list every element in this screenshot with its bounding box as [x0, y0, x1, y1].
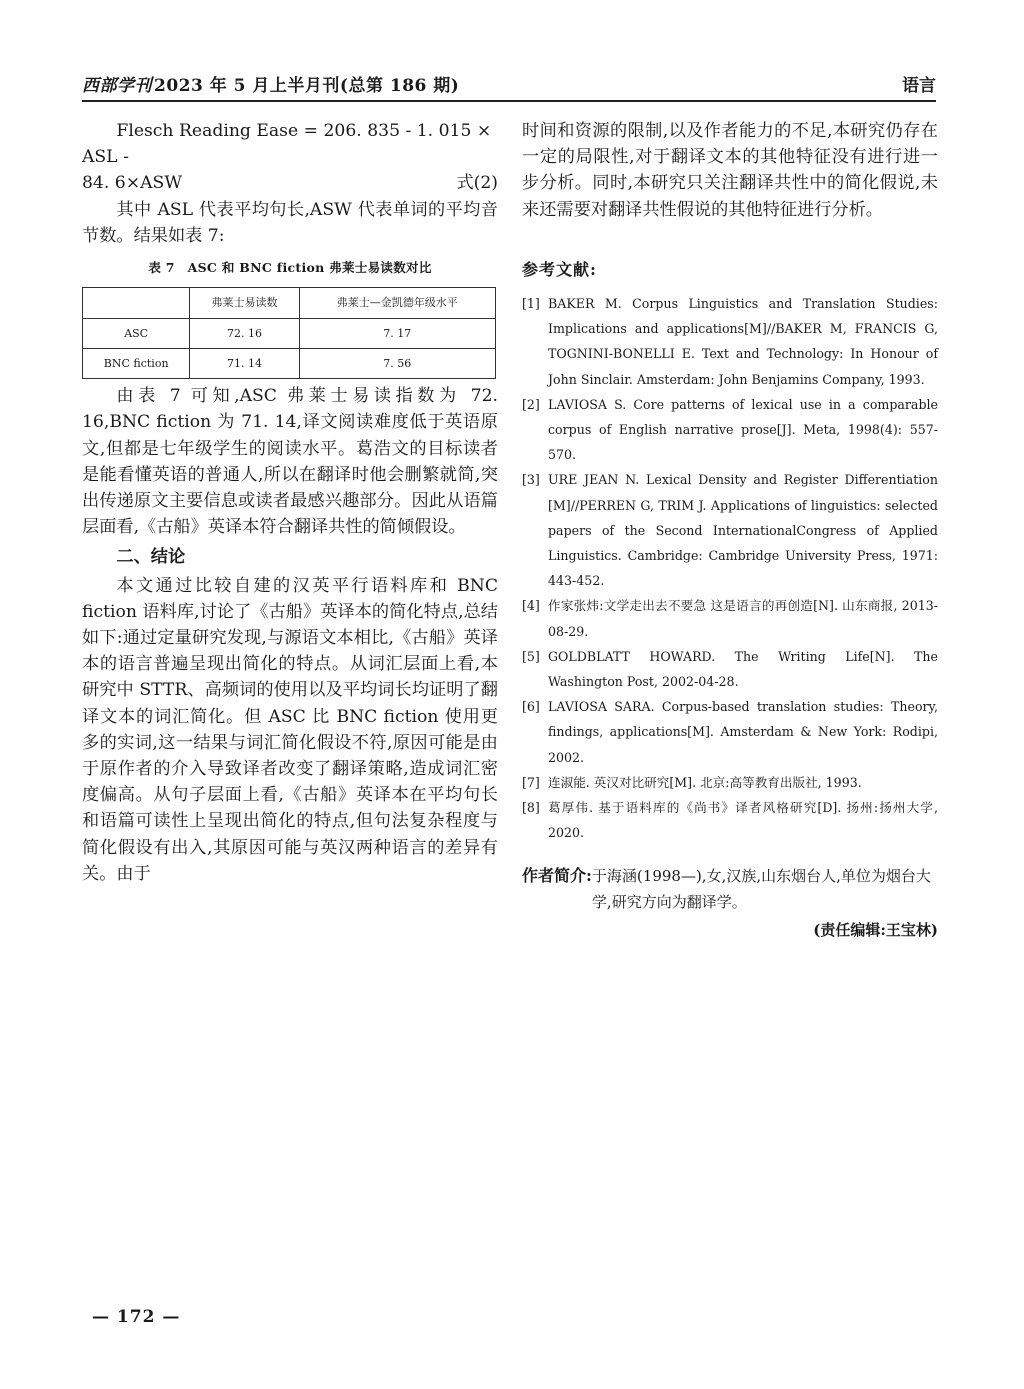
table-row [83, 319, 496, 349]
section-label: 语言 [902, 76, 936, 96]
paragraph-conclusion: 本文通过比较自建的汉英平行语料库和 BNC fiction 语料库,讨论了《古船》英译本的简化特点,总结如下:通过定量研究发现,与源语文本相比,《古船》英译本的语言普遍呈现出简化的特点。从词汇层面上看,本研究中 STTR、高频词的使用以及平均词长均证明了翻译文本的词汇简化。但 ASC 比 BNC fiction 使用更多的实词,这一结果与词汇简化假设不符,原因可能是由于原作者的介入导致译者改变了翻译策略,造成词汇密度偏高。从句子层面上看,《古船》英译本在平均句长和语篇可读性上呈现出简化的特点,但句法复杂程度与简化假设有出入,其原因可能与英汉两种语言的差异有关。由于 [82, 575, 498, 884]
reference-item [522, 593, 938, 643]
reference-item [522, 467, 938, 593]
reference-text: BAKER M. Corpus Linguistics and Translation Studies: Implications and applications[M]//BAKER M, FRANCIS G, TOGNINI-BONELLI E. Text and Technology: In Honour of John Sinclair. Amsterdam: John Benjamins Company, 1993. [548, 296, 938, 387]
reference-number: [4] [522, 598, 540, 614]
reference-item [522, 795, 938, 845]
references-title: 参考文献: [522, 259, 597, 279]
paragraph-asl: 其中 ASL 代表平均句长,ASW 代表单词的平均音节数。结果如表 7: [82, 199, 498, 246]
left-column [82, 118, 498, 887]
reference-text: LAVIOSA S. Core patterns of lexical use in a comparable corpus of English narrative prose[J]. Meta, 1998(4): 557-570. [548, 396, 938, 463]
reference-number: [2] [522, 396, 540, 412]
author-text: 于海涵(1998—),女,汉族,山东烟台人,单位为烟台大学,研究方向为翻译学。 [591, 867, 931, 912]
reference-text: LAVIOSA SARA. Corpus-based translation studies: Theory, findings, applications[M]. Amsterdam & New York: Rodipi, 2002. [548, 699, 938, 765]
table-cell: ASC [83, 319, 190, 349]
journal-brand: 西部学刊 [82, 76, 152, 96]
formula-line-2 [82, 170, 498, 196]
table-cell: 71. 14 [190, 349, 299, 379]
paragraph-continued: 时间和资源的限制,以及作者能力的不足,本研究仍存在一定的局限性,对于翻译文本的其他特征没有进行进一步分析。同时,本研究只关注翻译共性中的简化假说,未来还需要对翻译共性假说的其他特征进行分析。 [522, 121, 938, 220]
author-bio [522, 863, 938, 915]
table-header-cell: 弗莱士—金凯德年级水平 [299, 288, 495, 319]
formula-continuation: 84. 6×ASW [82, 173, 182, 194]
reference-number: [3] [522, 472, 540, 488]
reference-item [522, 291, 938, 392]
table-header-cell [83, 288, 190, 319]
reference-number: [8] [522, 800, 540, 816]
reference-text: GOLDBLATT HOWARD. The Writing Life[N]. The Washington Post, 2002-04-28. [548, 648, 938, 690]
reference-item [522, 694, 938, 770]
reference-number: [7] [522, 774, 540, 790]
formula-line: Flesch Reading Ease = 206. 835 - 1. 015 × ASL - [82, 121, 492, 168]
table-row [83, 349, 496, 379]
reference-item [522, 770, 938, 795]
section-heading: 二、结论 [116, 547, 186, 568]
journal-issue: 2023 年 5 月上半月刊(总第 186 期) [154, 76, 460, 96]
formula-number: 式(2) [456, 173, 498, 194]
reference-text: 葛厚伟. 基于语料库的《尚书》译者风格研究[D]. 扬州:扬州大学, 2020. [548, 800, 938, 841]
reference-text: URE JEAN N. Lexical Density and Register Differentiation [M]//PERREN G, TRIM J. Applications of linguistics: selected papers of the Second InternationalCongress of Applied Linguistics. Cambridge: Cambridge University Press, 1971: 443-452. [548, 472, 938, 589]
page-number: — 172 — [92, 1307, 181, 1327]
editor-credit: (责任编辑:王宝林) [813, 921, 938, 940]
journal-title [82, 71, 459, 100]
reference-text: 连淑能. 英汉对比研究[M]. 北京:高等教育出版社, 1993. [548, 774, 862, 790]
reference-item [522, 392, 938, 468]
reference-number: [6] [522, 699, 540, 715]
author-label: 作者简介: [522, 866, 592, 886]
paragraph-table-analysis: 由表 7 可知,ASC 弗莱士易读指数为 72. 16,BNC fiction 为 71. 14,译文阅读难度低于英语原文,但都是七年级学生的阅读水平。葛浩文的目标读者是能看懂英语的普通人,所以在翻译时他会删繁就简,突出传递原文主要信息或读者最感兴趣部分。因此从语篇层面看,《古船》英译本符合翻译共性的简倾假设。 [82, 386, 498, 538]
reference-number: [5] [522, 648, 540, 664]
right-column [522, 118, 938, 944]
table-cell: 72. 16 [190, 319, 299, 349]
reference-item [522, 644, 938, 694]
reference-number: [1] [522, 296, 540, 312]
table-caption: 表 7 ASC 和 BNC fiction 弗莱士易读数对比 [148, 260, 432, 276]
table-header-row [83, 288, 496, 319]
readability-table [82, 287, 496, 379]
table-header-cell: 弗莱士易读数 [190, 288, 299, 319]
running-header [82, 74, 936, 102]
table-cell: 7. 17 [299, 319, 495, 349]
table-cell: BNC fiction [83, 349, 190, 379]
reference-text: 作家张炜:文学走出去不要急 这是语言的再创造[N]. 山东商报, 2013-08-29. [548, 598, 938, 639]
table-cell: 7. 56 [299, 349, 495, 379]
references-list [522, 291, 938, 845]
